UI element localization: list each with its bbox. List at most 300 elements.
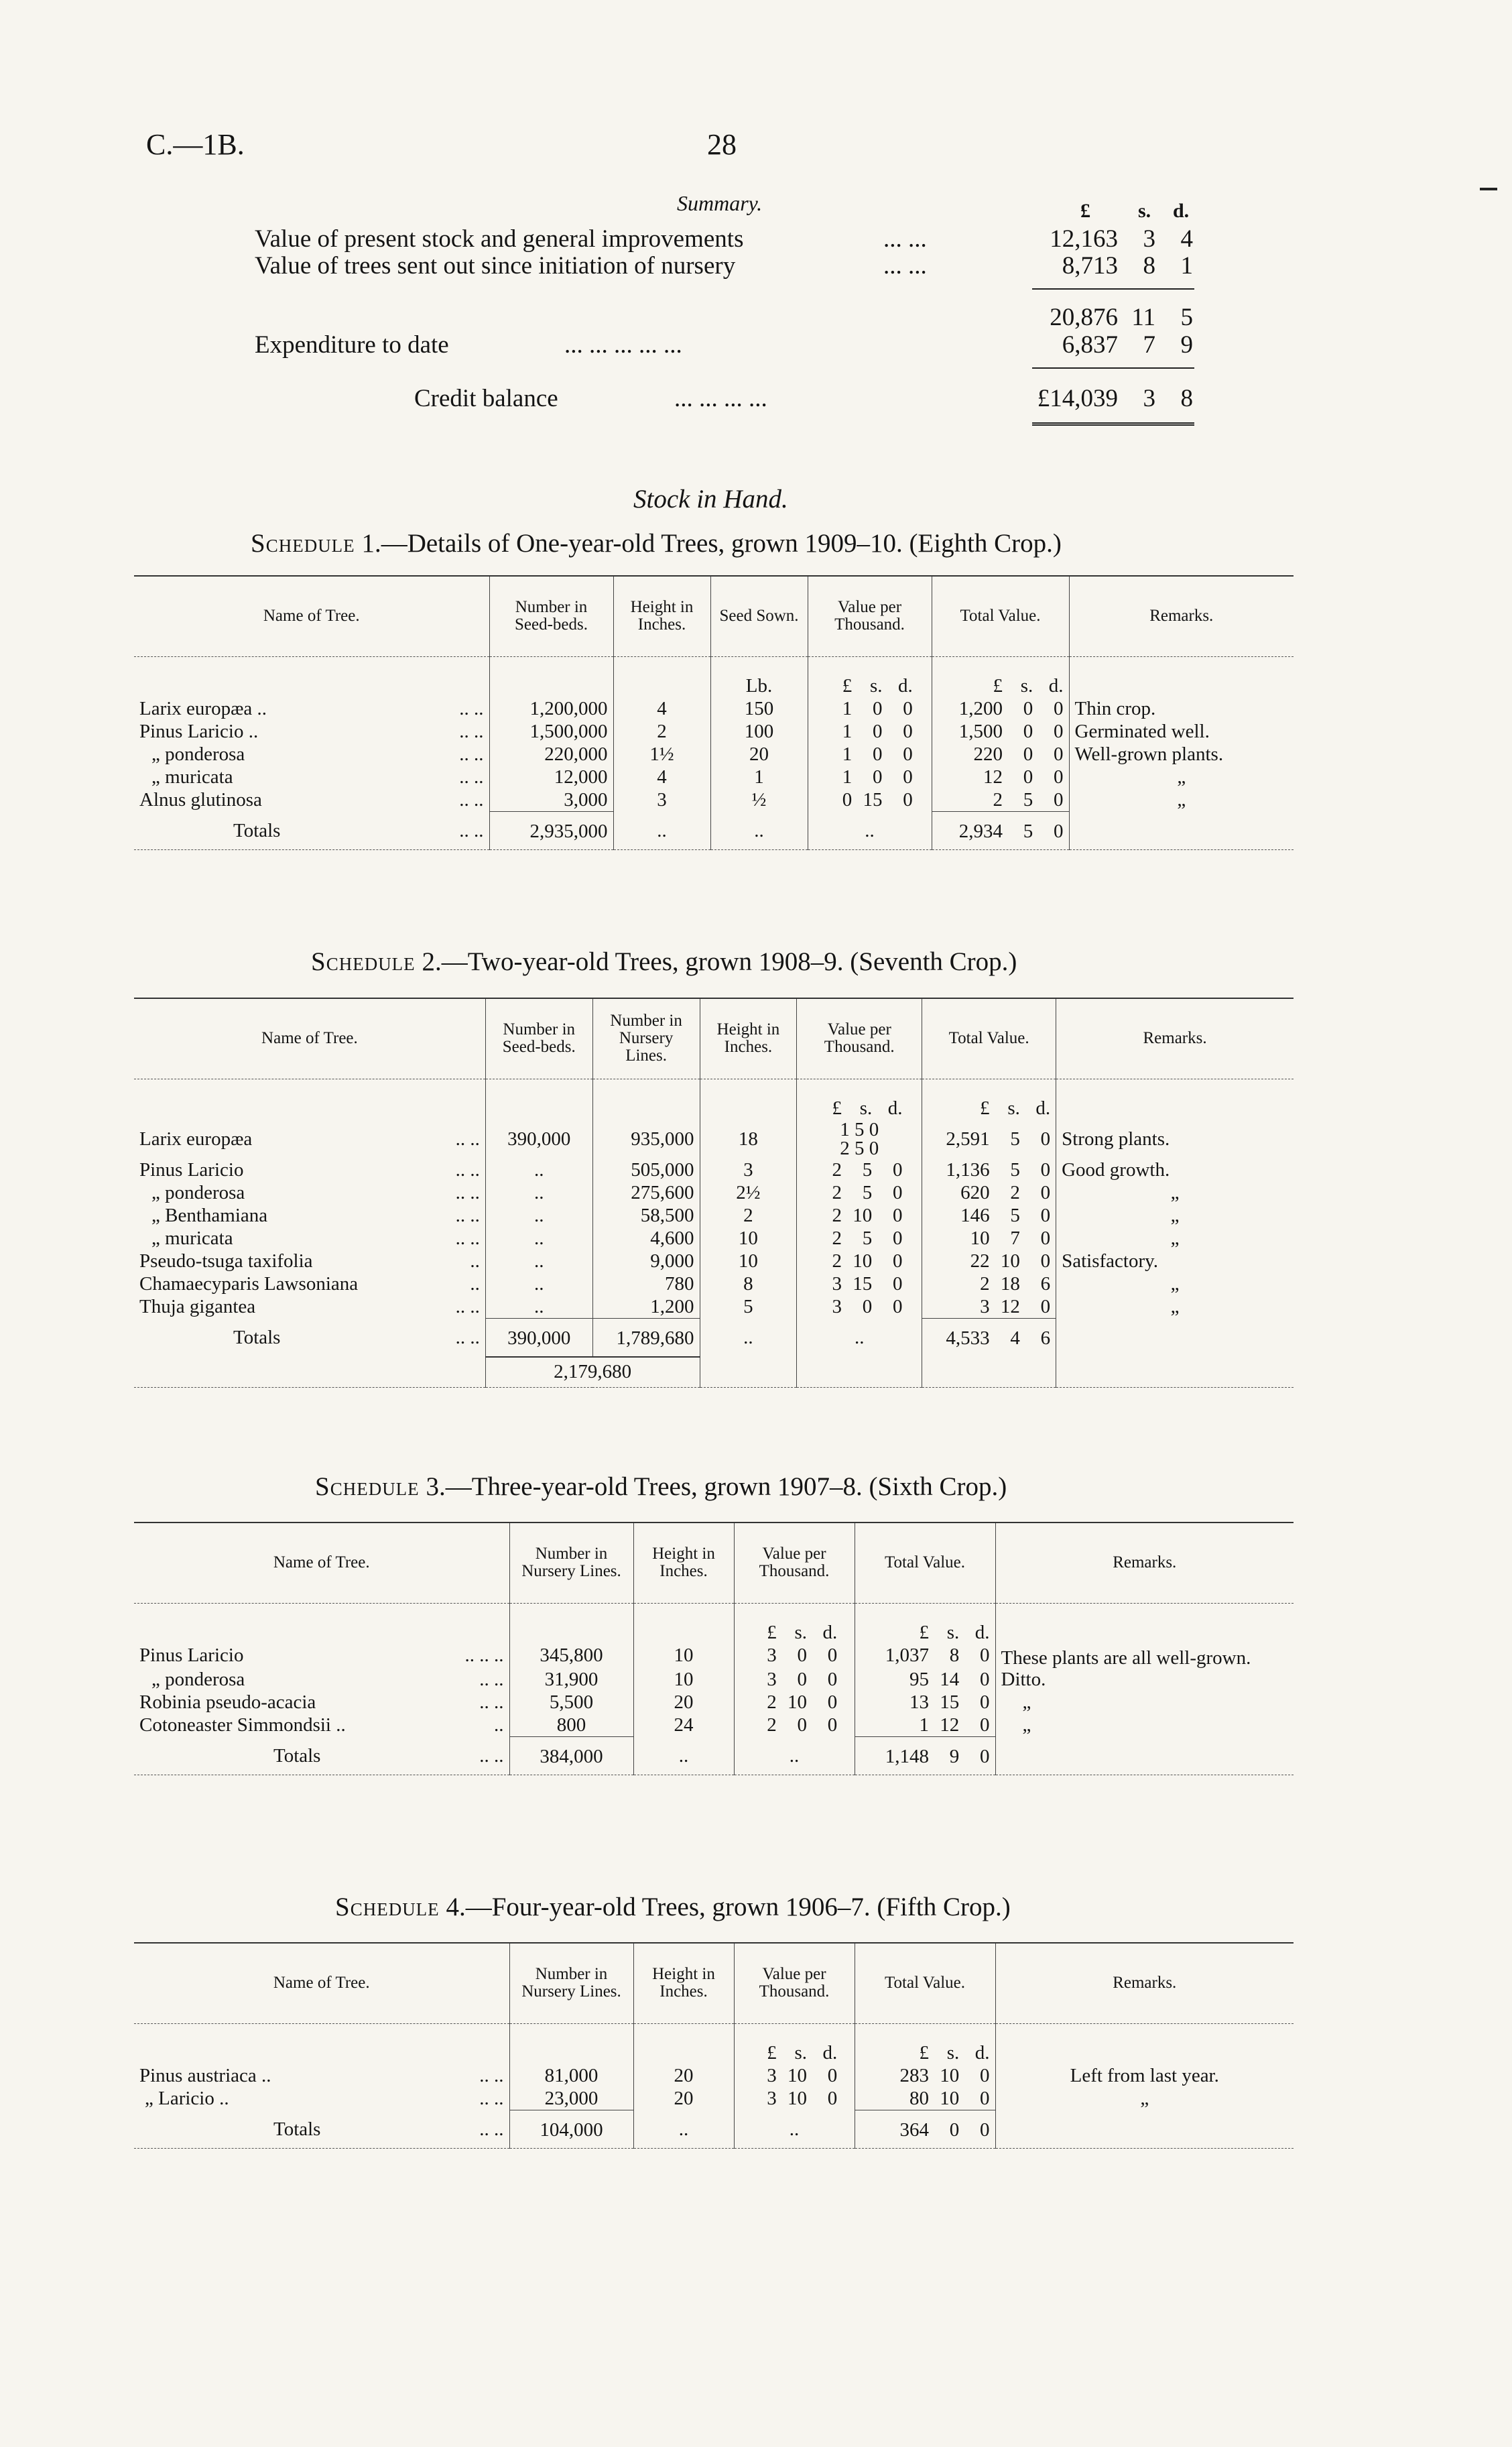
col-header-number: Number in Seed-beds. <box>489 576 613 656</box>
summary-subtotal-pounds: 20,876 <box>1050 304 1118 331</box>
value-pounds: 1 <box>842 766 853 788</box>
unit: s. <box>794 2041 807 2064</box>
lines-cell: 345,800 <box>509 1644 633 1668</box>
table-row <box>134 2064 1294 2087</box>
schedule3-title <box>315 1472 1007 1502</box>
col-header-height: Height in Inches. <box>633 1523 734 1603</box>
lines-cell: 4,600 <box>592 1227 700 1250</box>
value-shillings: 10 <box>788 1691 807 1713</box>
total-shillings: 5 <box>1010 1158 1020 1181</box>
units-row <box>134 1097 1294 1120</box>
unit: £ <box>993 674 1003 697</box>
remarks-cell: „ <box>1056 1227 1294 1250</box>
total-pence: 0 <box>1054 697 1064 719</box>
col-header-lines: Number in Nursery Lines. <box>509 1943 633 2023</box>
total-pounds: 2,934 <box>958 820 1003 842</box>
value-pence: 0 <box>892 1181 903 1203</box>
table-row <box>134 766 1294 788</box>
units-row <box>134 2041 1294 2064</box>
total-shillings: 0 <box>1023 766 1033 788</box>
expenditure-pounds: 6,837 <box>1062 331 1118 359</box>
total-pounds: 12 <box>983 766 1003 788</box>
summary-row-dots: ... ... <box>883 252 927 280</box>
totals-value: .. <box>797 1318 922 1357</box>
summary-row-pounds: 12,163 <box>1050 225 1118 253</box>
height-cell: 2 <box>613 720 710 743</box>
credit-dots: ... ... ... ... <box>674 385 767 412</box>
value-pounds: 1 <box>842 743 853 765</box>
remarks-cell: Well-grown plants. <box>1069 743 1294 766</box>
total-pounds: 283 <box>899 2064 929 2086</box>
total-pence: 0 <box>1040 1181 1051 1203</box>
tree-name: „ ponderosa <box>151 743 245 765</box>
summary-pence-head: d. <box>1173 200 1190 222</box>
remarks-cell: „ <box>1056 1181 1294 1204</box>
tree-name: Alnus glutinosa <box>139 788 262 811</box>
col-header-height: Height in Inches. <box>633 1943 734 2023</box>
schedule3-table <box>134 1522 1294 1775</box>
seedbeds-cell: 390,000 <box>485 1120 592 1158</box>
height-cell: 10 <box>700 1227 797 1250</box>
height-cell: 4 <box>613 766 710 788</box>
total-pounds: 220 <box>973 743 1003 765</box>
total-pounds: 364 <box>899 2118 929 2141</box>
total-pounds: 620 <box>960 1181 990 1203</box>
total-pounds: 1,200 <box>958 697 1003 719</box>
scan-mark <box>1480 188 1497 190</box>
total-shillings: 10 <box>940 2087 960 2109</box>
table-row <box>134 788 1294 812</box>
col-header-total: Total Value. <box>855 1523 995 1603</box>
remarks-cell: „ <box>1056 1272 1294 1295</box>
summary-heading: Summary. <box>677 191 763 215</box>
summary-row-pence: 4 <box>1180 225 1193 253</box>
total-shillings: 10 <box>940 2064 960 2086</box>
unit: s. <box>794 1621 807 1643</box>
lines-cell: 1,200 <box>592 1295 700 1319</box>
remarks-cell: Good growth. <box>1056 1158 1294 1181</box>
total-pence: 0 <box>980 1714 990 1736</box>
total-pence: 0 <box>1040 1128 1051 1150</box>
summary-row-shillings: 3 <box>1143 225 1155 253</box>
total-shillings: 5 <box>1023 820 1033 842</box>
totals-value: .. <box>808 811 932 849</box>
remarks-cell: „ <box>1056 1204 1294 1227</box>
totals-height: .. <box>633 2110 734 2148</box>
schedule1-title-rest: 1.—Details of One-year-old Trees, grown 1909–10. (Eighth Crop.) <box>361 529 1062 558</box>
table-row <box>134 1295 1294 1319</box>
value-pence: 0 <box>827 1691 838 1713</box>
total-pence: 0 <box>1054 788 1064 811</box>
col-header-remarks: Remarks. <box>995 1943 1294 2023</box>
table-row <box>134 1644 1294 1668</box>
total-pounds: 1 <box>919 1714 929 1736</box>
leader-dots: .. .. <box>459 820 484 841</box>
totals-value: .. <box>734 2110 855 2148</box>
col-header-lines: Number in Nursery Lines. <box>592 998 700 1079</box>
unit: d. <box>822 2041 838 2064</box>
value-pence: 0 <box>827 1668 838 1690</box>
total-pounds: 13 <box>909 1691 929 1713</box>
value-pounds: 2 <box>832 1158 842 1181</box>
total-pounds: 1,136 <box>946 1158 990 1181</box>
credit-label: Credit balance <box>414 385 558 412</box>
total-pence: 0 <box>980 1644 990 1666</box>
totals-label: Totals <box>273 1745 321 1767</box>
total-shillings: 10 <box>1000 1250 1020 1272</box>
total-pence: 0 <box>980 2087 990 2109</box>
value-pence: 0 <box>892 1227 903 1249</box>
summary-subtotal-pence: 5 <box>1180 304 1193 331</box>
table-row <box>134 1158 1294 1181</box>
total-pence: 6 <box>1040 1272 1051 1295</box>
total-pence: 0 <box>1040 1158 1051 1181</box>
value-pence: 0 <box>892 1250 903 1272</box>
height-cell: 18 <box>700 1120 797 1158</box>
value-pounds: 2 <box>767 1691 777 1713</box>
lines-cell: 800 <box>509 1714 633 1737</box>
report-code: C.—1B. <box>146 128 245 161</box>
leader-dots: .. .. <box>459 788 484 811</box>
leader-dots: .. .. <box>479 1691 504 1713</box>
value-pence: 0 <box>903 766 913 788</box>
remarks-cell: „ <box>995 2087 1294 2110</box>
leader-dots: .. .. <box>479 2087 504 2109</box>
tree-name: „ ponderosa <box>151 1668 245 1690</box>
col-header-name: Name of Tree. <box>261 1029 358 1048</box>
value-pounds: 1 <box>842 697 853 719</box>
total-pence: 0 <box>980 2064 990 2086</box>
seed-cell: ½ <box>710 788 808 812</box>
summary-subtotal-rule <box>1032 288 1194 290</box>
tree-name: Pseudo-tsuga taxifolia <box>139 1250 313 1272</box>
height-cell: 8 <box>700 1272 797 1295</box>
seedbeds-cell: .. <box>485 1204 592 1227</box>
total-pounds: 2 <box>980 1272 990 1295</box>
col-header-seed: Seed Sown. <box>710 576 808 656</box>
total-pence: 0 <box>1040 1204 1051 1226</box>
schedule2-title <box>311 947 1017 977</box>
totals-row <box>134 1318 1294 1357</box>
remarks-cell: Ditto. <box>995 1668 1294 1691</box>
tree-name: „ Laricio .. <box>145 2087 229 2109</box>
value-pence: 0 <box>903 788 913 811</box>
schedule1-table <box>134 575 1294 850</box>
tree-name: Larix europæa <box>139 1128 253 1150</box>
leader-dots: .. .. <box>459 743 484 765</box>
height-cell: 10 <box>633 1668 734 1691</box>
unit: d. <box>974 1621 990 1643</box>
remarks-cell: Thin crop. <box>1069 697 1294 720</box>
value-pence: 0 <box>827 1714 838 1736</box>
summary-row-dots: ... ... <box>883 225 927 253</box>
height-cell: 1½ <box>613 743 710 766</box>
value-pounds: 2 <box>832 1204 842 1226</box>
unit: s. <box>859 1097 873 1119</box>
total-shillings: 2 <box>1010 1181 1020 1203</box>
tree-name: „ muricata <box>151 1227 233 1249</box>
total-pence: 0 <box>980 1691 990 1713</box>
height-cell: 10 <box>700 1250 797 1272</box>
totals-lines: 104,000 <box>509 2110 633 2148</box>
col-header-value: Value per Thousand. <box>797 998 922 1079</box>
leader-dots: .. .. <box>455 1227 480 1249</box>
leader-dots: .. .. <box>455 1295 480 1317</box>
schedule2-title-prefix: Schedule <box>311 947 416 976</box>
table-row <box>134 743 1294 766</box>
total-pence: 0 <box>1040 1227 1051 1249</box>
seedbeds-cell: .. <box>485 1158 592 1181</box>
total-pence: 0 <box>980 1745 990 1767</box>
schedule2-table <box>134 998 1294 1388</box>
lines-cell: 505,000 <box>592 1158 700 1181</box>
unit: £ <box>767 2041 777 2064</box>
total-pence: 0 <box>1054 820 1064 842</box>
col-header-remarks: Remarks. <box>995 1523 1294 1603</box>
lines-cell: 275,600 <box>592 1181 700 1204</box>
schedule1-title <box>251 528 1062 558</box>
schedule3-title-rest: 3.—Three-year-old Trees, grown 1907–8. (Sixth Crop.) <box>426 1472 1007 1501</box>
value-cell-split: 1 5 0 2 5 0 <box>797 1120 922 1158</box>
height-cell: 2½ <box>700 1181 797 1204</box>
total-pence: 0 <box>980 2118 990 2141</box>
table-row <box>134 697 1294 720</box>
height-cell: 2 <box>700 1204 797 1227</box>
seed-cell: 100 <box>710 720 808 743</box>
schedule2-title-rest: 2.—Two-year-old Trees, grown 1908–9. (Seventh Crop.) <box>422 947 1017 976</box>
seedbeds-cell: .. <box>485 1181 592 1204</box>
value-pounds: 2 <box>832 1181 842 1203</box>
credit-double-rule <box>1032 422 1194 426</box>
seedbeds-cell: .. <box>485 1295 592 1319</box>
leader-dots: .. .. <box>479 2064 504 2086</box>
value-shillings: 0 <box>862 1295 873 1317</box>
value-pence: 0 <box>827 2064 838 2086</box>
remarks-cell: Left from last year. <box>995 2064 1294 2087</box>
value-pounds: 3 <box>767 1668 777 1690</box>
total-pence: 0 <box>1040 1250 1051 1272</box>
table-row <box>134 1668 1294 1691</box>
col-header-height: Height in Inches. <box>613 576 710 656</box>
leader-dots: .. .. <box>455 1181 480 1203</box>
value-shillings: 5 <box>862 1227 873 1249</box>
leader-dots: .. .. .. <box>464 1644 504 1666</box>
table-row <box>134 1714 1294 1737</box>
units-row <box>134 1621 1294 1644</box>
col-header-value: Value per Thousand. <box>734 1943 855 2023</box>
unit: s. <box>946 1621 960 1643</box>
total-shillings: 9 <box>949 1745 960 1767</box>
unit: d. <box>1048 674 1064 697</box>
total-shillings: 0 <box>949 2118 960 2141</box>
combined-total: 2,179,680 <box>485 1357 700 1388</box>
total-pence: 0 <box>980 1668 990 1690</box>
totals-row <box>134 2110 1294 2148</box>
number-cell: 220,000 <box>489 743 613 766</box>
tree-name: „ Benthamiana <box>151 1204 268 1226</box>
summary-row-shillings: 8 <box>1143 252 1155 280</box>
credit-pounds: £14,039 <box>1037 385 1118 412</box>
number-cell: 12,000 <box>489 766 613 788</box>
lines-cell: 9,000 <box>592 1250 700 1272</box>
total-shillings: 5 <box>1010 1128 1020 1150</box>
tree-name: Pinus austriaca .. <box>139 2064 271 2086</box>
value-shillings: 0 <box>873 766 883 788</box>
total-pence: 0 <box>1054 743 1064 765</box>
col-header-name: Name of Tree. <box>273 1974 370 1992</box>
totals-row <box>134 1736 1294 1775</box>
table-row <box>134 1204 1294 1227</box>
total-pence: 6 <box>1040 1327 1051 1349</box>
totals-height: .. <box>633 1736 734 1775</box>
total-pounds: 1,148 <box>885 1745 929 1767</box>
totals-row <box>134 811 1294 849</box>
total-pounds: 1,500 <box>958 720 1003 742</box>
total-shillings: 15 <box>940 1691 960 1713</box>
schedule3-title-prefix: Schedule <box>315 1472 420 1501</box>
total-pence: 0 <box>1054 766 1064 788</box>
totals-seedbeds: 390,000 <box>485 1318 592 1357</box>
seedbeds-cell: .. <box>485 1272 592 1295</box>
value-pounds: 0 <box>842 788 853 811</box>
value-shillings: 5 <box>862 1181 873 1203</box>
total-shillings: 5 <box>1023 788 1033 811</box>
summary-row-label: Value of present stock and general improvements <box>255 225 744 253</box>
lines-cell: 81,000 <box>509 2064 633 2087</box>
expenditure-label: Expenditure to date <box>255 331 449 359</box>
value-shillings: 5 <box>862 1158 873 1181</box>
height-cell: 3 <box>613 788 710 812</box>
seedbeds-cell: .. <box>485 1250 592 1272</box>
unit: s. <box>946 2041 960 2064</box>
table-row <box>134 1272 1294 1295</box>
height-cell: 10 <box>633 1644 734 1668</box>
remarks-cell: „ <box>995 1691 1294 1714</box>
value-shillings: 0 <box>873 743 883 765</box>
summary-row-label: Value of trees sent out since initiation of nursery <box>255 252 736 280</box>
totals-lines: 1,789,680 <box>592 1318 700 1357</box>
value-pounds: 2 <box>832 1227 842 1249</box>
table-row <box>134 1691 1294 1714</box>
leader-dots: .. .. <box>455 1128 480 1150</box>
height-cell: 5 <box>700 1295 797 1319</box>
height-cell: 4 <box>613 697 710 720</box>
value-pounds: 3 <box>767 2064 777 2086</box>
totals-label: Totals <box>273 2118 321 2140</box>
total-shillings: 0 <box>1023 697 1033 719</box>
value-pence: 0 <box>892 1295 903 1317</box>
col-header-value: Value per Thousand. <box>734 1523 855 1603</box>
lines-cell: 5,500 <box>509 1691 633 1714</box>
remarks-cell: „ <box>1069 766 1294 788</box>
summary-shillings-head: s. <box>1138 200 1151 222</box>
total-shillings: 7 <box>1010 1227 1020 1249</box>
total-pounds: 22 <box>970 1250 990 1272</box>
lines-cell: 780 <box>592 1272 700 1295</box>
col-header-total: Total Value. <box>922 998 1056 1079</box>
col-header-name: Name of Tree. <box>263 607 360 625</box>
value-shillings: 0 <box>873 720 883 742</box>
col-header-seedbeds: Number in Seed-beds. <box>485 998 592 1079</box>
totals-seed: .. <box>710 811 808 849</box>
col-header-remarks: Remarks. <box>1069 576 1294 656</box>
tree-name: „ muricata <box>151 766 233 788</box>
summary-subtotal-shillings: 11 <box>1131 304 1155 331</box>
col-header-name: Name of Tree. <box>273 1553 370 1572</box>
leader-dots: .. <box>470 1250 480 1272</box>
summary-pounds-head: £ <box>1080 200 1090 222</box>
value-pounds: 3 <box>767 1644 777 1666</box>
value-pence: 0 <box>903 697 913 719</box>
totals-lines: 384,000 <box>509 1736 633 1775</box>
total-pounds: 95 <box>909 1668 929 1690</box>
number-cell: 1,500,000 <box>489 720 613 743</box>
value-pence: 0 <box>892 1272 903 1295</box>
total-shillings: 12 <box>940 1714 960 1736</box>
tree-name: Larix europæa .. <box>139 697 267 719</box>
unit-lb: Lb. <box>710 674 808 697</box>
unit: d. <box>1035 1097 1051 1119</box>
tree-name: Robinia pseudo-acacia <box>139 1691 316 1713</box>
tree-name: Chamaecyparis Lawsoniana <box>139 1272 359 1295</box>
tree-name: Thuja gigantea <box>139 1295 256 1317</box>
table-row <box>134 1120 1294 1158</box>
unit: d. <box>974 2041 990 2064</box>
remarks-cell: „ <box>995 1714 1294 1737</box>
value-shillings: 10 <box>788 2087 807 2109</box>
totals-height: .. <box>700 1318 797 1357</box>
leader-dots: .. .. <box>455 1327 480 1348</box>
number-cell: 1,200,000 <box>489 697 613 720</box>
credit-shillings: 3 <box>1143 385 1155 412</box>
unit: d. <box>887 1097 903 1119</box>
remarks-cell: Strong plants. <box>1056 1120 1294 1158</box>
remarks-cell: Germinated well. <box>1069 720 1294 743</box>
value-shillings: 15 <box>863 788 883 811</box>
leader-dots: .. <box>470 1272 480 1295</box>
leader-dots: .. <box>494 1714 504 1736</box>
leader-dots: .. .. <box>479 1668 504 1690</box>
total-shillings: 14 <box>940 1668 960 1690</box>
unit: £ <box>980 1097 990 1119</box>
totals-label: Totals <box>233 820 281 841</box>
tree-name: Pinus Laricio .. <box>139 720 259 742</box>
leader-dots: .. .. <box>459 697 484 719</box>
leader-dots: .. .. <box>455 1158 480 1181</box>
remarks-cell: „ <box>1056 1295 1294 1319</box>
col-header-remarks: Remarks. <box>1056 998 1294 1079</box>
credit-rule <box>1032 367 1194 369</box>
unit: £ <box>919 2041 929 2064</box>
value-pounds: 1 <box>842 720 853 742</box>
lines-cell: 23,000 <box>509 2087 633 2110</box>
height-cell: 20 <box>633 2087 734 2110</box>
height-cell: 3 <box>700 1158 797 1181</box>
leader-dots: .. .. <box>459 720 484 742</box>
total-shillings: 12 <box>1000 1295 1020 1317</box>
value-shillings: 0 <box>797 1644 807 1666</box>
lines-cell: 58,500 <box>592 1204 700 1227</box>
expenditure-pence: 9 <box>1180 331 1193 359</box>
stock-in-hand-heading: Stock in Hand. <box>633 485 788 514</box>
lines-cell: 31,900 <box>509 1668 633 1691</box>
unit: s. <box>1007 1097 1020 1119</box>
total-shillings: 0 <box>1023 743 1033 765</box>
leader-dots: .. .. <box>459 766 484 788</box>
remarks-cell: Satisfactory. <box>1056 1250 1294 1272</box>
total-pounds: 1,037 <box>885 1644 929 1666</box>
schedule4-table <box>134 1942 1294 2149</box>
